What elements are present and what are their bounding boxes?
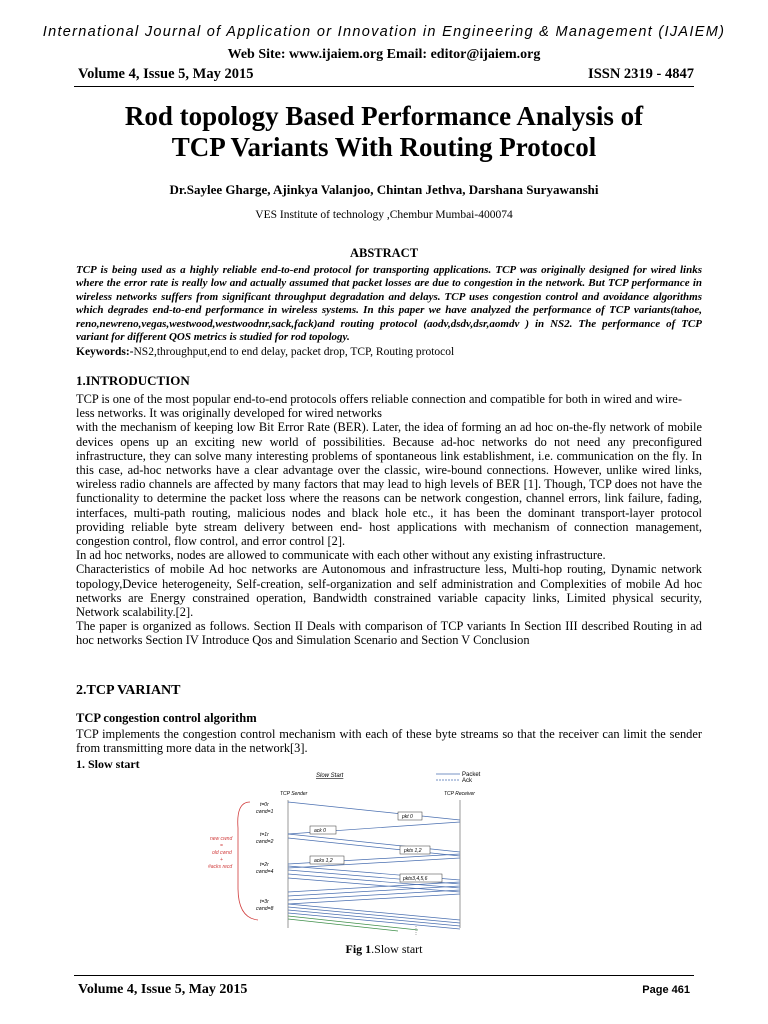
abstract-heading: ABSTRACT [349,246,419,260]
keywords-label: Keywords:- [76,346,134,358]
slow-start-heading: 1. Slow start [76,757,140,771]
keywords-list: NS2,throughput,end to end delay, packet drop, TCP, Routing protocol [133,346,455,358]
packet-arrow [288,919,398,931]
ack0-label: ack 0 [314,828,326,834]
intro-p1b: less networks. It was originally developed for wired networks [76,406,382,421]
packet-arrow [288,910,460,926]
pkt12-label: pkts 1,2 [404,848,422,854]
footer-volume: Volume 4, Issue 5, May 2015 [78,982,248,997]
legend-packet: Packet [462,772,481,778]
caption-number: Fig 1 [345,942,372,956]
slow-start-figure [198,768,498,938]
ack-arrow [288,882,460,892]
header-issn: ISSN 2319 - 4847 [588,66,694,82]
intro-p1a: TCP is one of the most popular end-to-end protocols offers reliable connection and compatible for both in wired and wire- [76,392,682,406]
sender-label: TCP Sender [280,791,308,797]
t3-label: t=3r [260,899,269,905]
tcp-paragraph: TCP implements the congestion control mechanism with each of these byte streams so that the receiver can limit the sender from transmitting more data in the network[3]. [76,727,702,756]
tcp-subheading: TCP congestion control algorithm [76,711,257,725]
cwnd2-label: cwnd=4 [256,869,274,875]
cwnd3-label: cwnd=8 [256,906,274,912]
journal-name: International Journal of Application or Innovation in Engineering & Management (IJAIEM) [42,24,726,40]
footer-page: Page 461 [642,984,690,996]
tcp-heading: 2.TCP VARIANT [76,683,181,698]
packet-arrow [288,913,460,929]
formula-line-4: + [220,857,223,863]
t1-label: t=1r [260,832,269,838]
formula-line-3: old cwnd [212,850,232,856]
affiliation: VES Institute of technology ,Chembur Mumbai-400074 [255,209,513,221]
header-volume: Volume 4, Issue 5, May 2015 [78,66,254,82]
paper-title [60,101,708,163]
packet-arrow [288,904,460,920]
intro-body [76,392,702,648]
footer-rule [74,975,694,976]
packet-arrow [288,838,460,856]
cwnd0-label: cwnd=1 [256,809,274,815]
header-rule [74,86,694,87]
figure-title: Slow Start [316,773,344,779]
intro-p4: The paper is organized as follows. Section II Deals with comparison of TCP variants In Section III described Routing in ad hoc networks Section IV Introduce Qos and Simulation Scenario and Section V Conclusion [76,619,702,648]
packet-arrow [288,802,460,820]
caption-text: .Slow start [371,942,423,956]
authors: Dr.Saylee Gharge, Ajinkya Valanjoo, Chintan Jethva, Darshana Suryawanshi [169,182,599,197]
legend-ack: Ack [462,778,473,784]
intro-p2: In ad hoc networks, nodes are allowed to communicate with each other without any existing infrastructure. [76,548,606,563]
formula-line-2: = [220,843,223,849]
intro-p3: Characteristics of mobile Ad hoc networks are Autonomous and infrastructure less, Multi-hop routing, Dynamic network topology,Device heterogeneity, Self-creation, self-organization and self administration and Complexities of mobile Ad hoc networks are Energy constrained operation, Bandwidth constrained variable capacity links, Limited physical security, Network scalability.[2]. [76,562,702,620]
title-line-2: TCP Variants With Routing Protocol [171,132,597,162]
packet-arrow [288,834,460,852]
t2-label: t=2r [260,862,269,868]
ack-arrow [288,894,460,904]
formula-line-5: #acks recd [208,864,233,870]
ack-arrow [288,886,460,896]
t0-label: t=0r [260,802,269,808]
keywords [76,346,702,358]
abstract-text: TCP is being used as a highly reliable end-to-end protocol for transporting applications. TCP was originally designed for wired links where the error rate is really low and actually assumed that packet losses are due to congestion in the network. But TCP performance in wireless networks suffers from significant throughput degradation and delays. TCP uses congestion control and avoidance algorithms which degrades end-to-end performance in wireless systems. In this paper we have analyzed the performance of TCP variants(tahoe, reno,newreno,vegas,westwood,westwoodnr,sack,fack)and routing protocol (aodv,dsdv,dsr,aomdv ) in NS2. The performance of TCP variant for different QOS metrics is studied for rod topology. [76,264,702,344]
figure-caption [0,942,768,957]
receiver-label: TCP Receiver [444,791,475,797]
title-line-1: Rod topology Based Performance Analysis of [124,101,644,131]
journal-website: Web Site: www.ijaiem.org Email: editor@ijaiem.org [227,47,541,62]
pkt0-label: pkt 0 [402,814,413,820]
formula-line-1: new cwnd [210,836,233,842]
cwnd1-label: cwnd=2 [256,839,274,845]
intro-p1c: with the mechanism of keeping low Bit Error Rate (BER). Later, the idea of forming an ad hoc on-the-fly network of mobile devices opens up an exciting new world of possibilities. Because ad-hoc networks do not need any preconfigured infrastructure, they can solve many interesting problems of spontaneous link establishment, i.e. communication on the fly. In this case, ad-hoc networks have a clear advantage over the classic, wire-bound connections. However, unlike wired links, wireless radio channels are affected by many factors that may lead to high levels of BER [1]. Though, TCP does not have the functionality to determine the packet loss where the reasons can be network congestion, channel errors, link failure, fading, interfaces, multi-path routing, malicious nodes and black hole etc., it has been the dominant transport-layer protocol providing reliable byte stream delivery between end- host applications with mechanism of connection management, congestion control, flow control, and error control [2]. [76,420,702,549]
ack12-label: acks 1,2 [314,858,333,864]
cwnd-formula [208,836,232,870]
pkt3456-label: pkts3,4,5,6 [403,876,428,882]
time-brace [238,802,258,920]
packet-arrows [288,802,460,929]
ack-arrow [288,890,460,900]
intro-heading: 1.INTRODUCTION [76,373,190,388]
packet-arrow [288,907,460,923]
